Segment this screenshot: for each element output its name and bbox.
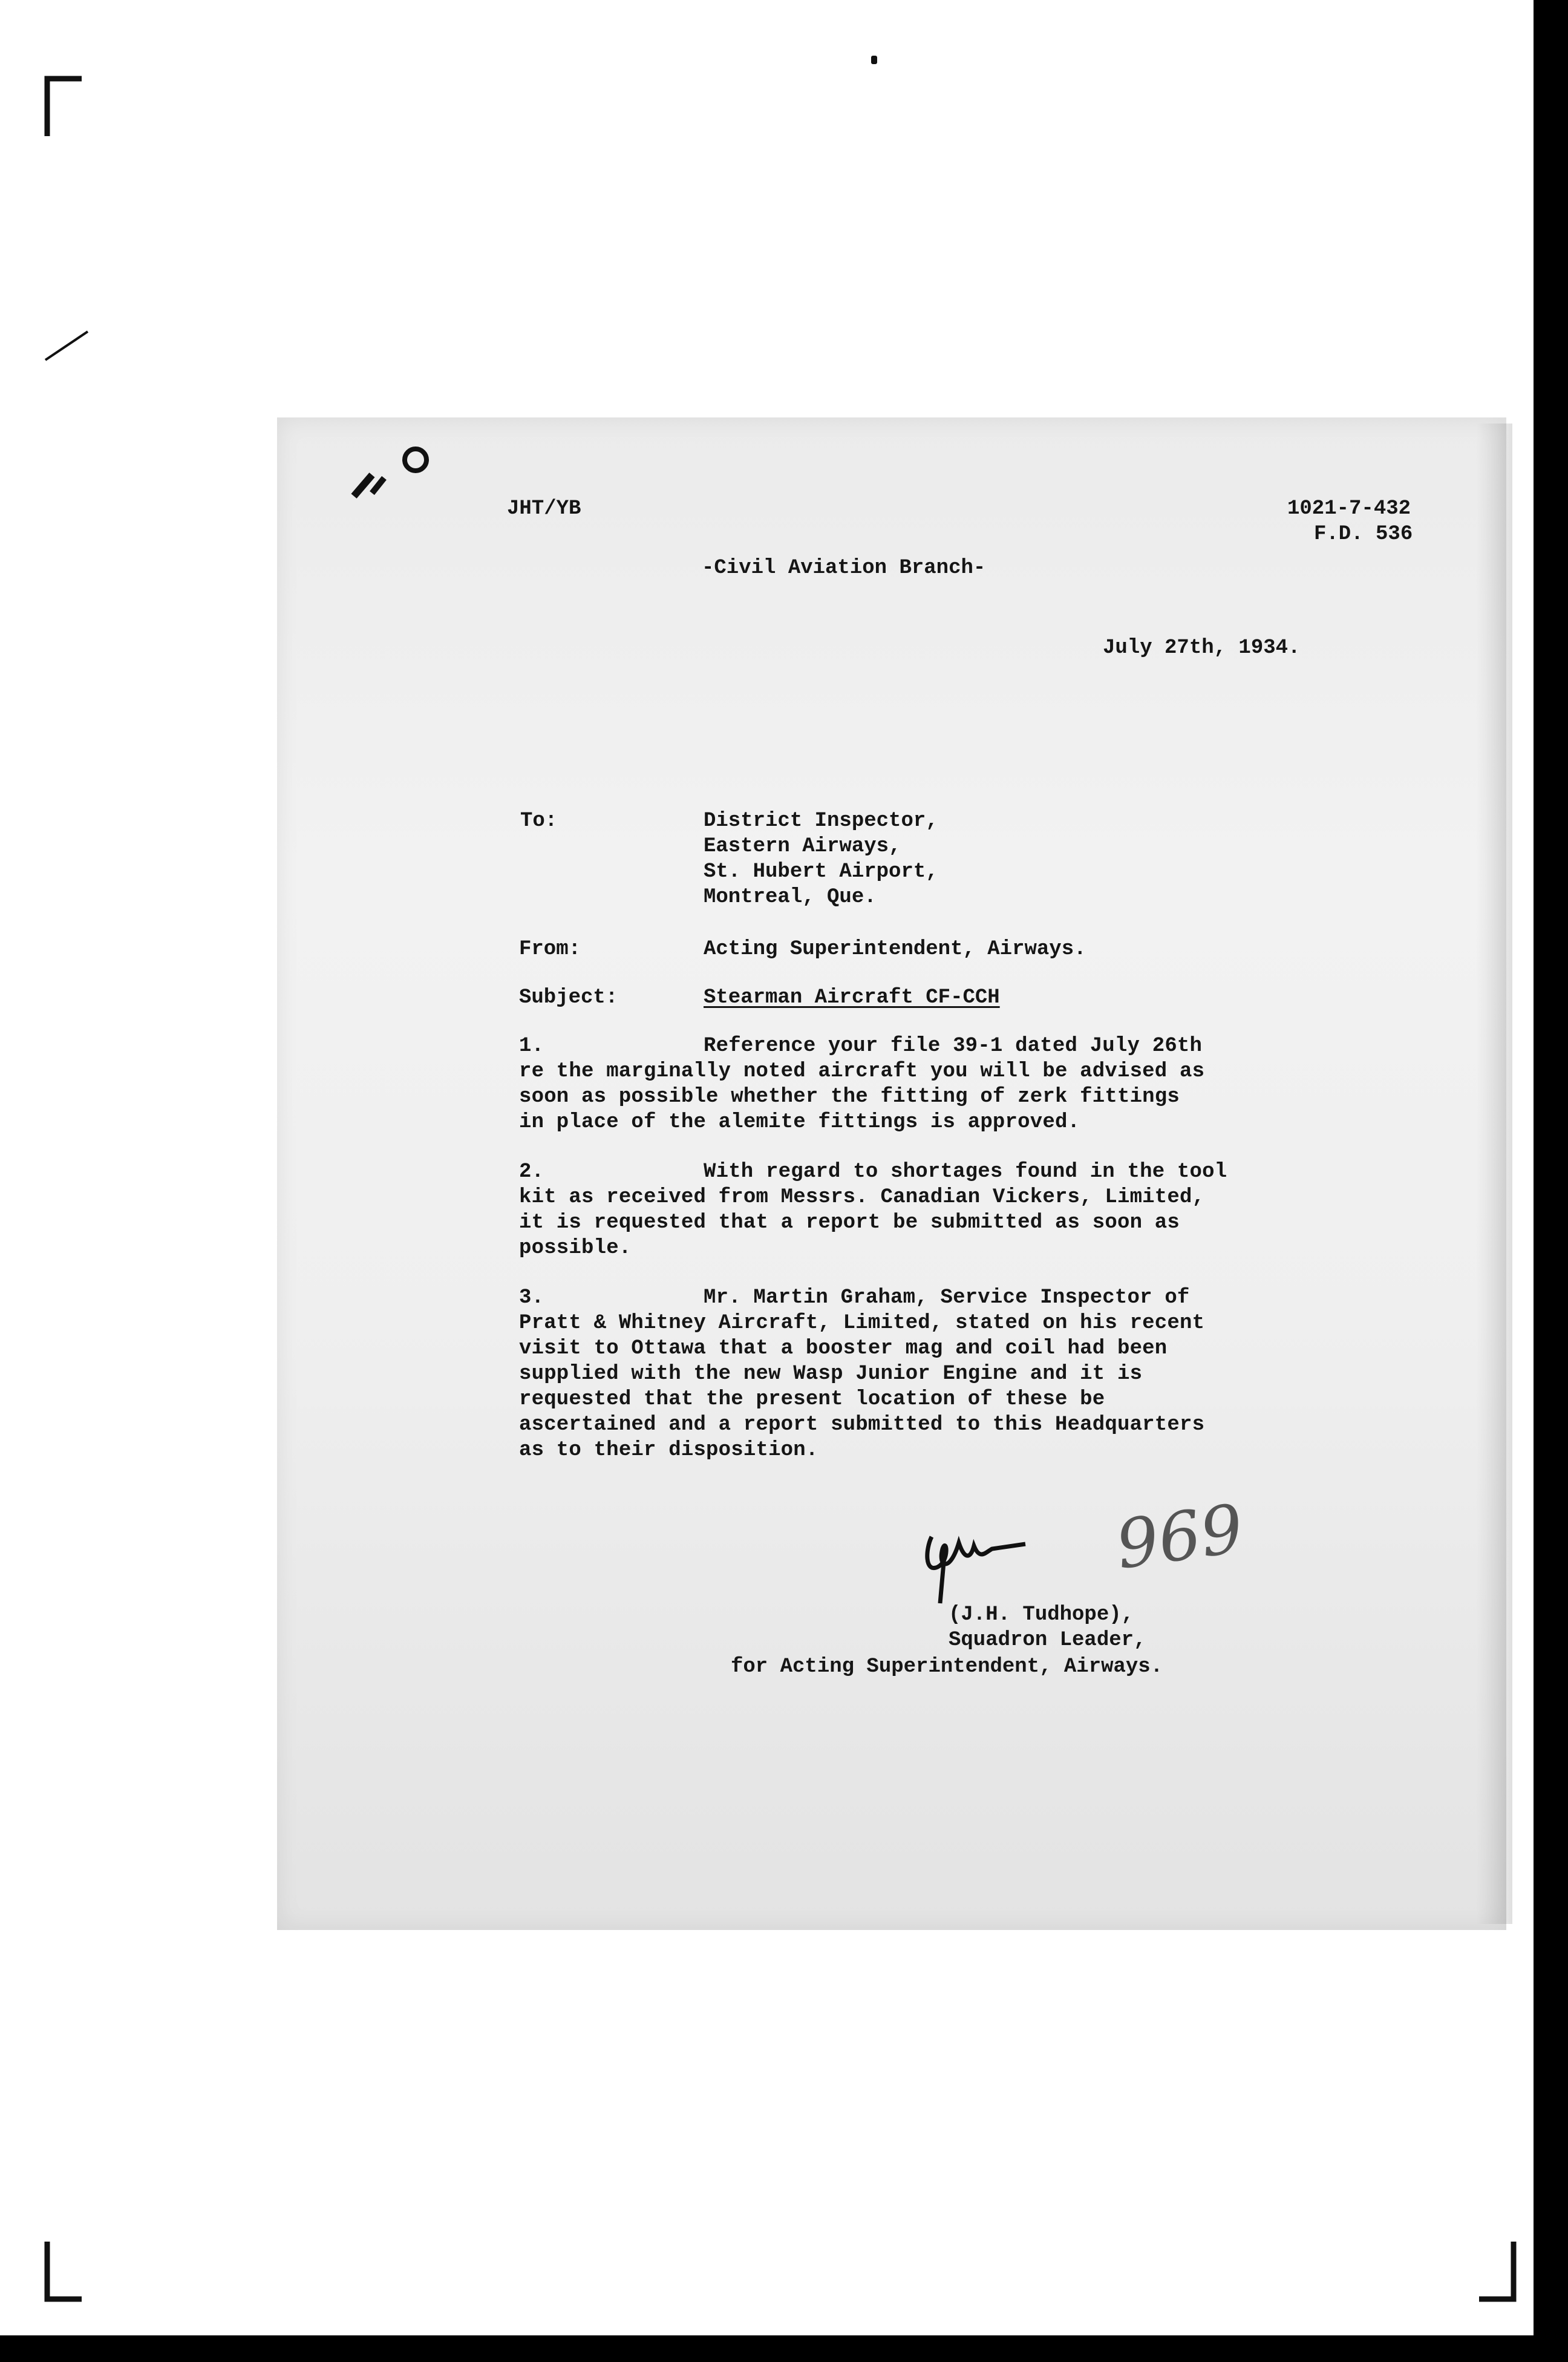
paragraph-3-line-5: requested that the present location of these be (519, 1388, 1105, 1411)
subject-value: Stearman Aircraft CF-CCH (704, 986, 1000, 1009)
paragraph-1-line-3: soon as possible whether the fitting of zerk fittings (519, 1085, 1180, 1108)
sheet-edge-shadow (1476, 424, 1512, 1924)
paragraph-2-number: 2. (519, 1160, 544, 1183)
paragraph-3-line-1: Mr. Martin Graham, Service Inspector of (704, 1286, 1190, 1309)
corner-mark-bottom-right (1476, 2239, 1518, 2305)
from-label: From: (519, 938, 581, 961)
dust-dot-top (871, 56, 877, 64)
subject-label: Subject: (519, 986, 618, 1009)
paragraph-2-line-3: it is requested that a report be submitted as soon as (519, 1211, 1180, 1234)
signature-name: (J.H. Tudhope), (949, 1603, 1134, 1626)
paragraph-3-line-2: Pratt & Whitney Aircraft, Limited, stated on his recent (519, 1312, 1205, 1335)
paragraph-3-number: 3. (519, 1286, 544, 1309)
corner-mark-top-left (42, 73, 85, 139)
letter-date: July 27th, 1934. (1103, 636, 1301, 659)
from-value: Acting Superintendent, Airways. (704, 938, 1086, 961)
reference-initials: JHT/YB (507, 497, 581, 520)
signature-rank: Squadron Leader, (949, 1629, 1146, 1652)
margin-scribble (348, 442, 439, 508)
paragraph-1-line-4: in place of the alemite fittings is approved. (519, 1111, 1080, 1134)
paragraph-3-line-4: supplied with the new Wasp Junior Engine and it is (519, 1363, 1143, 1385)
paragraph-3-line-6: ascertained and a report submitted to this Headquarters (519, 1413, 1205, 1436)
to-line-4: Montreal, Que. (704, 886, 877, 909)
file-number-secondary: F.D. 536 (1314, 523, 1413, 546)
scratch-mark-left (42, 327, 91, 363)
to-line-3: St. Hubert Airport, (704, 860, 938, 883)
paragraph-1-line-2: re the marginally noted aircraft you will be advised as (519, 1060, 1205, 1083)
handwritten-number: 969 (1111, 1490, 1248, 1584)
paragraph-1-number: 1. (519, 1035, 544, 1058)
corner-mark-bottom-left (42, 2239, 85, 2305)
to-line-1: District Inspector, (704, 810, 938, 833)
paragraph-1-line-1: Reference your file 39-1 dated July 26th (704, 1035, 1203, 1058)
paragraph-2-line-1: With regard to shortages found in the tool (704, 1160, 1227, 1183)
signature-for-line: for Acting Superintendent, Airways. (731, 1655, 1163, 1678)
to-line-2: Eastern Airways, (704, 835, 901, 858)
paragraph-2-line-2: kit as received from Messrs. Canadian Vickers, Limited, (519, 1186, 1205, 1209)
paragraph-2-line-4: possible. (519, 1237, 632, 1260)
film-edge-right (1534, 0, 1568, 2362)
paragraph-3-line-7: as to their disposition. (519, 1439, 818, 1462)
file-number: 1021-7-432 (1287, 497, 1411, 520)
to-label: To: (520, 810, 558, 833)
branch-heading: -Civil Aviation Branch- (702, 557, 986, 580)
paragraph-3-line-3: visit to Ottawa that a booster mag and coil had been (519, 1337, 1168, 1360)
